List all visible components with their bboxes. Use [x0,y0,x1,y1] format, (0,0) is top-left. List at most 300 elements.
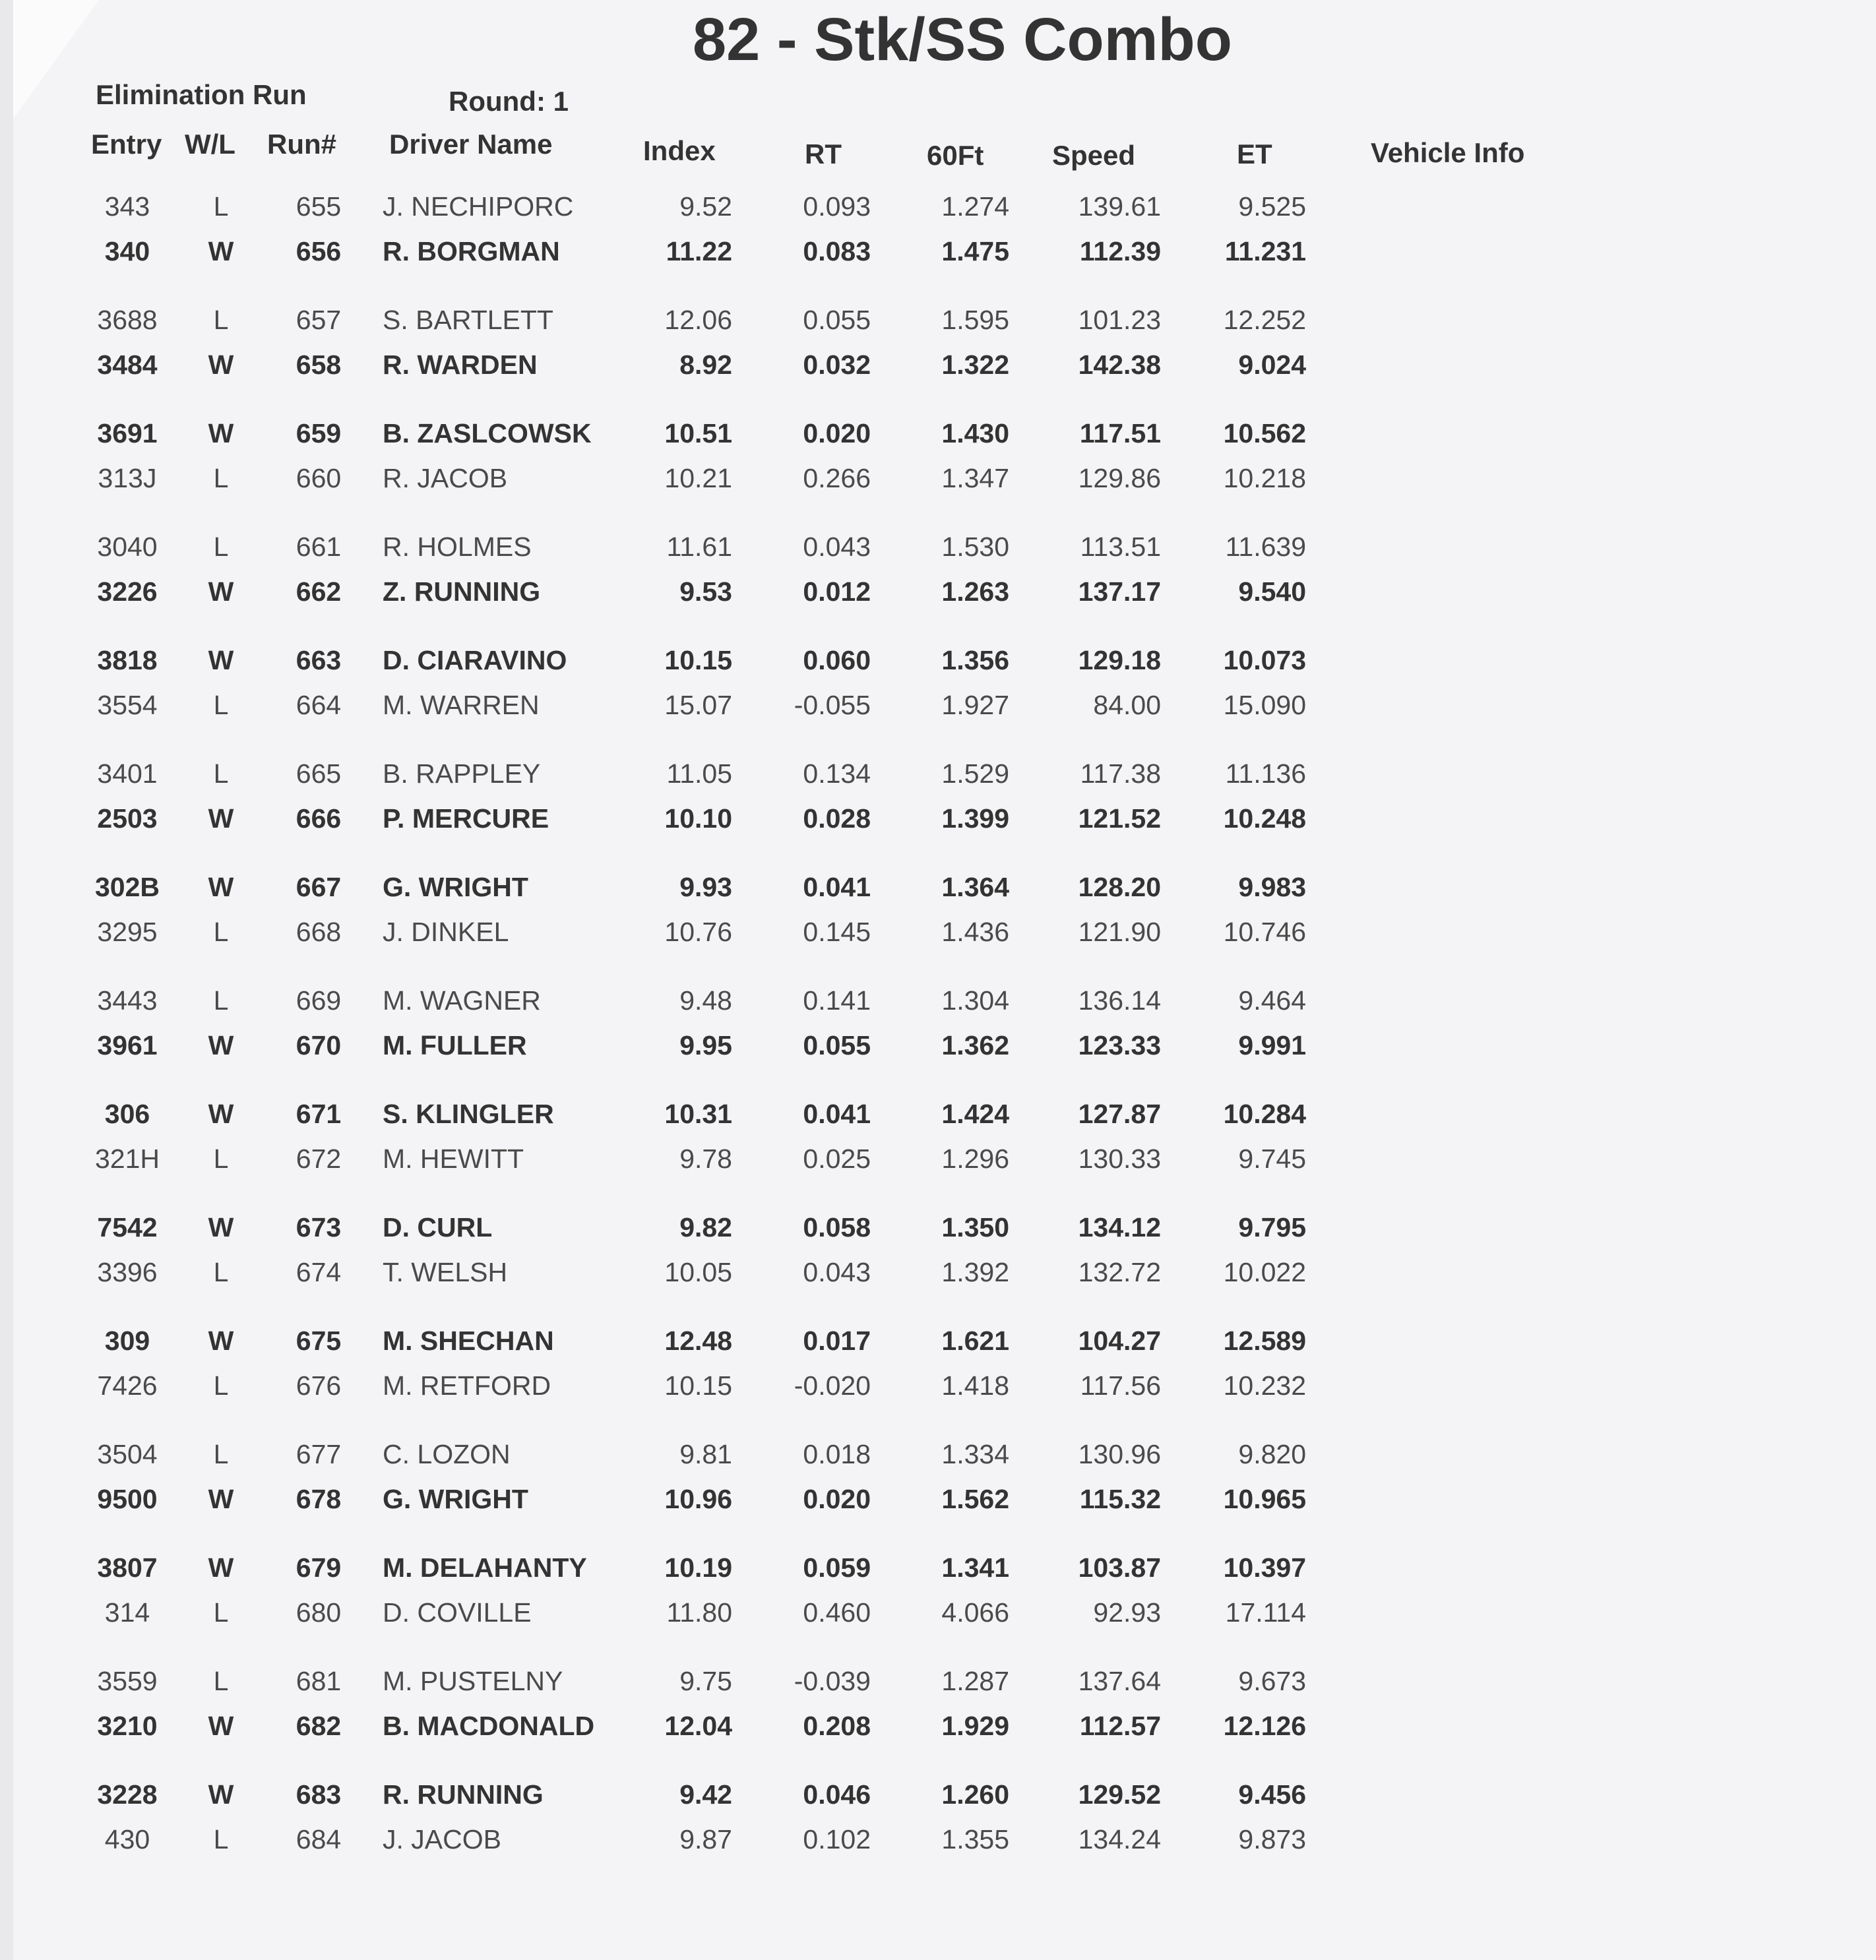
reaction-time-cell: 0.041 [803,872,871,902]
table-row [13,1370,1464,1415]
sixty-foot-cell: 1.322 [941,350,1009,380]
elapsed-time-cell: 11.231 [1224,236,1306,266]
speed-cell: 129.18 [1078,645,1161,675]
index-cell: 10.21 [664,463,732,493]
driver-name-cell: R. BORGMAN [383,236,560,266]
elapsed-time-cell: 9.024 [1238,350,1306,380]
speed-cell: 132.72 [1078,1257,1161,1287]
sixty-foot-cell: 1.530 [941,532,1009,562]
entry-cell: 2503 [97,803,158,834]
entry-cell: 7426 [97,1370,158,1401]
driver-name-cell: T. WELSH [383,1257,508,1287]
reaction-time-cell: 0.059 [803,1552,871,1583]
entry-cell: 3226 [97,576,158,607]
index-cell: 10.15 [664,645,732,675]
table-row [13,1030,1464,1075]
speed-cell: 134.12 [1078,1212,1161,1242]
driver-name-cell: Z. RUNNING [383,576,541,607]
driver-name-cell: M. PUSTELNY [383,1666,563,1696]
sixty-foot-cell: 1.418 [941,1370,1009,1401]
sixty-foot-cell: 1.475 [941,236,1009,266]
reaction-time-cell: 0.093 [803,191,871,222]
entry-cell: 340 [104,236,150,266]
entry-cell: 306 [104,1099,150,1129]
win-loss-cell: W [208,1326,234,1356]
entry-cell: 3401 [97,758,158,789]
elapsed-time-cell: 9.456 [1238,1779,1306,1810]
sixty-foot-cell: 1.927 [941,690,1009,720]
table-row [13,803,1464,848]
index-cell: 11.61 [666,532,732,562]
elapsed-time-cell: 10.218 [1223,463,1306,493]
speed-cell: 134.24 [1078,1824,1161,1854]
run-number-cell: 678 [296,1484,342,1514]
index-cell: 12.06 [664,305,732,335]
table-row [13,1212,1464,1257]
speed-cell: 112.57 [1079,1711,1161,1741]
reaction-time-cell: 0.025 [803,1144,871,1174]
elapsed-time-cell: 9.540 [1238,576,1306,607]
entry-cell: 430 [104,1824,150,1854]
index-cell: 9.87 [679,1824,732,1854]
driver-name-cell: G. WRIGHT [383,872,528,902]
driver-name-cell: M. DELAHANTY [383,1552,587,1583]
reaction-time-cell: 0.017 [803,1326,871,1356]
speed-cell: 117.51 [1079,418,1161,448]
table-row [13,1711,1464,1756]
sixty-foot-cell: 1.392 [941,1257,1009,1287]
driver-name-cell: R. HOLMES [383,532,532,562]
speed-cell: 130.96 [1078,1439,1161,1469]
table-row [13,1144,1464,1188]
index-cell: 9.42 [679,1779,732,1810]
entry-cell: 3691 [97,418,158,448]
sixty-foot-cell: 1.362 [941,1030,1009,1060]
elapsed-time-cell: 9.464 [1238,985,1306,1016]
sixty-foot-cell: 1.347 [941,463,1009,493]
index-cell: 9.53 [679,576,732,607]
reaction-time-cell: 0.102 [803,1824,871,1854]
win-loss-cell: W [208,236,234,266]
driver-name-cell: M. RETFORD [383,1370,551,1401]
speed-cell: 115.32 [1079,1484,1161,1514]
elapsed-time-cell: 9.795 [1238,1212,1306,1242]
win-loss-cell: L [213,985,229,1016]
reaction-time-cell: 0.145 [803,917,871,947]
entry-cell: 313J [98,463,157,493]
header-entry: Entry [91,129,162,160]
driver-name-cell: M. SHECHAN [383,1326,554,1356]
reaction-time-cell: 0.134 [803,758,871,789]
win-loss-cell: L [213,758,229,789]
driver-name-cell: S. BARTLETT [383,305,553,335]
elapsed-time-cell: 9.745 [1238,1144,1306,1174]
win-loss-cell: L [213,1666,229,1696]
reaction-time-cell: 0.060 [803,645,871,675]
reaction-time-cell: 0.018 [803,1439,871,1469]
speed-cell: 130.33 [1078,1144,1161,1174]
index-cell: 9.52 [679,191,732,222]
reaction-time-cell: 0.041 [803,1099,871,1129]
run-number-cell: 675 [296,1326,342,1356]
table-row [13,1824,1464,1869]
run-number-cell: 672 [296,1144,342,1174]
sixty-foot-cell: 1.263 [941,576,1009,607]
sixty-foot-cell: 1.287 [941,1666,1009,1696]
reaction-time-cell: 0.043 [803,1257,871,1287]
table-row [13,645,1464,690]
entry-cell: 302B [94,872,160,902]
reaction-time-cell: 0.460 [803,1597,871,1628]
index-cell: 8.92 [679,350,732,380]
win-loss-cell: L [213,917,229,947]
run-number-cell: 671 [296,1099,342,1129]
driver-name-cell: M. FULLER [383,1030,527,1060]
elapsed-time-cell: 10.073 [1223,645,1306,675]
header-wl: W/L [185,129,235,160]
run-number-cell: 663 [296,645,342,675]
speed-cell: 117.56 [1080,1370,1161,1401]
table-row [13,985,1464,1030]
elapsed-time-cell: 11.639 [1225,532,1306,562]
reaction-time-cell: 0.020 [803,1484,871,1514]
speed-cell: 92.93 [1093,1597,1161,1628]
elapsed-time-cell: 15.090 [1223,690,1306,720]
table-row [13,1257,1464,1302]
entry-cell: 3228 [97,1779,158,1810]
table-row [13,576,1464,621]
driver-name-cell: B. MACDONALD [383,1711,595,1741]
driver-name-cell: M. WARREN [383,690,540,720]
table-row [13,1666,1464,1711]
sixty-foot-cell: 1.304 [941,985,1009,1016]
run-number-cell: 661 [296,532,342,562]
table-row [13,463,1464,508]
entry-cell: 321H [94,1144,160,1174]
index-cell: 9.78 [679,1144,732,1174]
entry-cell: 9500 [97,1484,158,1514]
win-loss-cell: W [208,1484,234,1514]
speed-cell: 101.23 [1078,305,1161,335]
index-cell: 10.05 [664,1257,732,1287]
table-row [13,191,1464,236]
index-cell: 9.75 [679,1666,732,1696]
index-cell: 9.48 [679,985,732,1016]
sixty-foot-cell: 1.929 [941,1711,1009,1741]
elapsed-time-cell: 9.525 [1238,191,1306,222]
win-loss-cell: W [208,803,234,834]
index-cell: 9.81 [679,1439,732,1469]
elapsed-time-cell: 12.589 [1223,1326,1306,1356]
win-loss-cell: W [208,1779,234,1810]
sixty-foot-cell: 1.529 [941,758,1009,789]
speed-cell: 117.38 [1080,758,1161,789]
reaction-time-cell: 0.055 [803,305,871,335]
table-row [13,1779,1464,1824]
header-rt: RT [805,138,842,169]
run-number-cell: 656 [296,236,342,266]
elapsed-time-cell: 10.232 [1223,1370,1306,1401]
run-number-cell: 682 [296,1711,342,1741]
reaction-time-cell: 0.083 [803,236,871,266]
header-et: ET [1237,138,1272,169]
win-loss-cell: L [213,463,229,493]
speed-cell: 142.38 [1078,350,1161,380]
elapsed-time-cell: 9.673 [1238,1666,1306,1696]
index-cell: 11.05 [666,758,732,789]
elimination-run-label: Elimination Run [96,79,307,110]
entry-cell: 3807 [97,1552,158,1583]
speed-cell: 129.52 [1078,1779,1161,1810]
table-row [13,1439,1464,1484]
elapsed-time-cell: 9.991 [1238,1030,1306,1060]
sixty-foot-cell: 1.355 [941,1824,1009,1854]
table-row [13,1552,1464,1597]
sixty-foot-cell: 1.341 [941,1552,1009,1583]
entry-cell: 3554 [97,690,158,720]
run-number-cell: 681 [296,1666,342,1696]
speed-cell: 129.86 [1078,463,1161,493]
elapsed-time-cell: 10.965 [1223,1484,1306,1514]
entry-cell: 3504 [97,1439,158,1469]
table-row [13,418,1464,463]
results-sheet [13,0,1876,1960]
elapsed-time-cell: 17.114 [1225,1597,1306,1628]
header-driver: Driver Name [389,129,553,160]
entry-cell: 3295 [97,917,158,947]
run-number-cell: 673 [296,1212,342,1242]
win-loss-cell: L [213,1257,229,1287]
sixty-foot-cell: 1.399 [941,803,1009,834]
win-loss-cell: W [208,645,234,675]
run-number-cell: 679 [296,1552,342,1583]
win-loss-cell: L [213,305,229,335]
driver-name-cell: B. RAPPLEY [383,758,541,789]
speed-cell: 123.33 [1078,1030,1161,1060]
reaction-time-cell: 0.020 [803,418,871,448]
run-number-cell: 659 [296,418,342,448]
driver-name-cell: R. RUNNING [383,1779,544,1810]
speed-cell: 139.61 [1078,191,1161,222]
header-speed: Speed [1052,140,1136,171]
table-row [13,532,1464,576]
win-loss-cell: W [208,1552,234,1583]
sixty-foot-cell: 1.296 [941,1144,1009,1174]
entry-cell: 3484 [97,350,158,380]
speed-cell: 137.64 [1078,1666,1161,1696]
table-row [13,872,1464,917]
sixty-foot-cell: 1.621 [941,1326,1009,1356]
run-number-cell: 676 [296,1370,342,1401]
reaction-time-cell: -0.039 [794,1666,871,1696]
run-number-cell: 665 [296,758,342,789]
table-row [13,917,1464,962]
run-number-cell: 677 [296,1439,342,1469]
index-cell: 10.10 [664,803,732,834]
win-loss-cell: L [213,690,229,720]
win-loss-cell: L [213,1370,229,1401]
index-cell: 9.95 [679,1030,732,1060]
entry-cell: 3559 [97,1666,158,1696]
sixty-foot-cell: 1.364 [941,872,1009,902]
driver-name-cell: D. CURL [383,1212,493,1242]
speed-cell: 136.14 [1078,985,1161,1016]
win-loss-cell: W [208,418,234,448]
sixty-foot-cell: 1.356 [941,645,1009,675]
reaction-time-cell: 0.012 [803,576,871,607]
index-cell: 11.22 [666,236,732,266]
index-cell: 10.96 [664,1484,732,1514]
speed-cell: 127.87 [1078,1099,1161,1129]
win-loss-cell: L [213,1597,229,1628]
driver-name-cell: M. WAGNER [383,985,541,1016]
run-number-cell: 667 [296,872,342,902]
entry-cell: 7542 [97,1212,158,1242]
reaction-time-cell: 0.141 [803,985,871,1016]
driver-name-cell: J. JACOB [383,1824,501,1854]
index-cell: 9.93 [679,872,732,902]
run-number-cell: 669 [296,985,342,1016]
run-number-cell: 655 [296,191,342,222]
elapsed-time-cell: 12.126 [1223,1711,1306,1741]
entry-cell: 3443 [97,985,158,1016]
elapsed-time-cell: 10.284 [1223,1099,1306,1129]
page-title: 82 - Stk/SS Combo [693,6,1232,73]
elapsed-time-cell: 10.022 [1223,1257,1306,1287]
entry-cell: 3818 [97,645,158,675]
elapsed-time-cell: 9.873 [1238,1824,1306,1854]
entry-cell: 309 [104,1326,150,1356]
sixty-foot-cell: 1.562 [941,1484,1009,1514]
index-cell: 10.31 [664,1099,732,1129]
speed-cell: 104.27 [1078,1326,1161,1356]
table-row [13,690,1464,735]
sixty-foot-cell: 4.066 [941,1597,1009,1628]
round-label: Round: 1 [449,86,569,117]
header-index: Index [643,135,716,166]
index-cell: 10.51 [664,418,732,448]
index-cell: 12.48 [664,1326,732,1356]
driver-name-cell: D. CIARAVINO [383,645,567,675]
win-loss-cell: W [208,1030,234,1060]
run-number-cell: 662 [296,576,342,607]
run-number-cell: 660 [296,463,342,493]
win-loss-cell: W [208,1212,234,1242]
index-cell: 9.82 [679,1212,732,1242]
run-number-cell: 657 [296,305,342,335]
win-loss-cell: W [208,350,234,380]
entry-cell: 3210 [97,1711,158,1741]
entry-cell: 314 [104,1597,150,1628]
run-number-cell: 670 [296,1030,342,1060]
table-row [13,1484,1464,1529]
run-number-cell: 683 [296,1779,342,1810]
driver-name-cell: R. WARDEN [383,350,538,380]
elapsed-time-cell: 10.746 [1223,917,1306,947]
sixty-foot-cell: 1.274 [941,191,1009,222]
win-loss-cell: W [208,1711,234,1741]
table-row [13,350,1464,394]
index-cell: 10.19 [664,1552,732,1583]
sixty-foot-cell: 1.430 [941,418,1009,448]
run-number-cell: 658 [296,350,342,380]
sixty-foot-cell: 1.260 [941,1779,1009,1810]
win-loss-cell: W [208,872,234,902]
sixty-foot-cell: 1.595 [941,305,1009,335]
elapsed-time-cell: 9.820 [1238,1439,1306,1469]
driver-name-cell: S. KLINGLER [383,1099,554,1129]
sixty-foot-cell: 1.334 [941,1439,1009,1469]
win-loss-cell: L [213,1439,229,1469]
driver-name-cell: J. NECHIPORC [383,191,574,222]
win-loss-cell: L [213,1144,229,1174]
index-cell: 10.15 [664,1370,732,1401]
run-number-cell: 664 [296,690,342,720]
run-number-cell: 668 [296,917,342,947]
driver-name-cell: C. LOZON [383,1439,511,1469]
elapsed-time-cell: 12.252 [1223,305,1306,335]
entry-cell: 3961 [97,1030,158,1060]
index-cell: 11.80 [666,1597,732,1628]
index-cell: 10.76 [664,917,732,947]
reaction-time-cell: 0.058 [803,1212,871,1242]
header-vehicle-info: Vehicle Info [1371,137,1525,168]
win-loss-cell: L [213,1824,229,1854]
elapsed-time-cell: 10.562 [1223,418,1306,448]
speed-cell: 121.90 [1078,917,1161,947]
table-row [13,1597,1464,1642]
run-number-cell: 684 [296,1824,342,1854]
table-row [13,758,1464,803]
entry-cell: 3040 [97,532,158,562]
reaction-time-cell: -0.020 [794,1370,871,1401]
page-fold [13,0,99,119]
driver-name-cell: G. WRIGHT [383,1484,528,1514]
elapsed-time-cell: 11.136 [1225,758,1306,789]
driver-name-cell: J. DINKEL [383,917,509,947]
driver-name-cell: R. JACOB [383,463,508,493]
table-row [13,1099,1464,1144]
driver-name-cell: D. COVILLE [383,1597,532,1628]
elapsed-time-cell: 10.397 [1223,1552,1306,1583]
elapsed-time-cell: 10.248 [1223,803,1306,834]
table-row [13,236,1464,281]
run-number-cell: 666 [296,803,342,834]
elapsed-time-cell: 9.983 [1238,872,1306,902]
sixty-foot-cell: 1.424 [941,1099,1009,1129]
sixty-foot-cell: 1.436 [941,917,1009,947]
speed-cell: 137.17 [1078,576,1161,607]
run-number-cell: 674 [296,1257,342,1287]
reaction-time-cell: 0.046 [803,1779,871,1810]
reaction-time-cell: 0.043 [803,532,871,562]
speed-cell: 112.39 [1079,236,1161,266]
win-loss-cell: W [208,576,234,607]
speed-cell: 84.00 [1093,690,1161,720]
reaction-time-cell: 0.266 [803,463,871,493]
run-number-cell: 680 [296,1597,342,1628]
header-60ft: 60Ft [927,140,984,171]
reaction-time-cell: 0.028 [803,803,871,834]
win-loss-cell: L [213,532,229,562]
entry-cell: 343 [104,191,150,222]
index-cell: 12.04 [664,1711,732,1741]
reaction-time-cell: 0.032 [803,350,871,380]
table-row [13,305,1464,350]
speed-cell: 113.51 [1080,532,1161,562]
win-loss-cell: L [213,191,229,222]
table-row [13,1326,1464,1370]
